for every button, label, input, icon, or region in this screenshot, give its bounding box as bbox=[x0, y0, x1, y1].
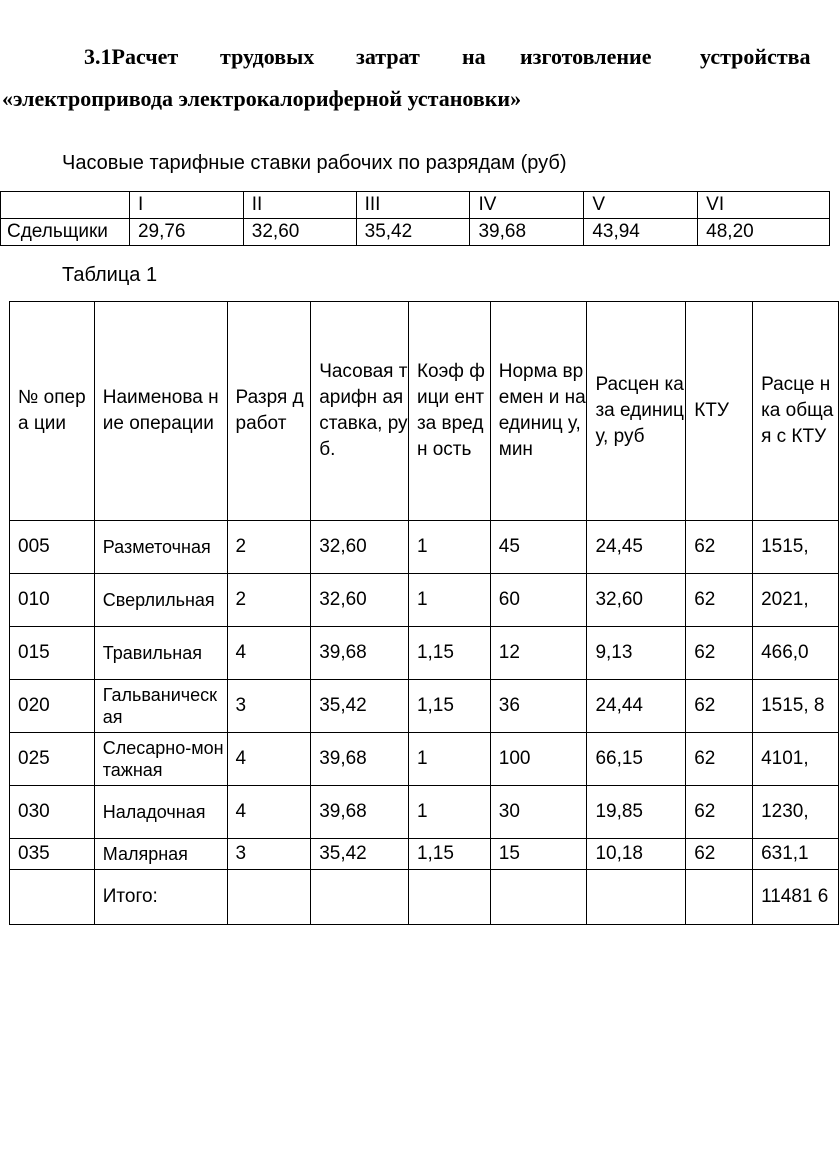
op-price: 19,85 bbox=[587, 786, 686, 839]
total-empty-cell bbox=[311, 870, 409, 925]
op-rate: 35,42 bbox=[311, 839, 409, 870]
section-heading-line2: «электропривода электрокалориферной установки» bbox=[2, 86, 522, 111]
table-row bbox=[10, 574, 839, 627]
op-grade: 2 bbox=[227, 574, 311, 627]
total-empty-cell bbox=[587, 870, 686, 925]
total-empty-cell bbox=[10, 870, 95, 925]
rates-values-row bbox=[1, 219, 830, 246]
total-empty-cell bbox=[686, 870, 753, 925]
rates-title: Часовые тарифные ставки рабочих по разрядам (руб) bbox=[62, 152, 567, 174]
op-coef: 1,15 bbox=[408, 839, 490, 870]
op-coef: 1,15 bbox=[408, 627, 490, 680]
labor-cost-table bbox=[9, 301, 839, 925]
op-ktu: 62 bbox=[686, 627, 753, 680]
op-number: 035 bbox=[10, 839, 95, 870]
rate-value: 48,20 bbox=[698, 219, 830, 246]
op-ktu: 62 bbox=[686, 733, 753, 786]
op-ktu: 62 bbox=[686, 786, 753, 839]
op-total: 2021, bbox=[753, 574, 839, 627]
heading-word: 3.1Расчет bbox=[84, 44, 179, 69]
total-label: Итого: bbox=[94, 870, 227, 925]
op-ktu: 62 bbox=[686, 839, 753, 870]
header-cell-name: Наименова ние операции bbox=[94, 302, 227, 521]
header-cell-ktu: КТУ bbox=[686, 302, 753, 521]
header-cell-num: № опера ции bbox=[10, 302, 95, 521]
op-name: Гальваническая bbox=[94, 680, 227, 733]
op-name: Наладочная bbox=[94, 786, 227, 839]
op-price: 24,45 bbox=[587, 521, 686, 574]
rates-table bbox=[0, 191, 830, 246]
rate-value: 35,42 bbox=[356, 219, 470, 246]
op-grade: 4 bbox=[227, 786, 311, 839]
op-grade: 3 bbox=[227, 839, 311, 870]
op-rate: 32,60 bbox=[311, 574, 409, 627]
op-price: 24,44 bbox=[587, 680, 686, 733]
op-norm: 36 bbox=[490, 680, 587, 733]
heading-word: устройства bbox=[700, 44, 811, 69]
op-number: 020 bbox=[10, 680, 95, 733]
table-row bbox=[10, 680, 839, 733]
op-ktu: 62 bbox=[686, 521, 753, 574]
op-name: Малярная bbox=[94, 839, 227, 870]
grade-header: I bbox=[129, 192, 243, 219]
op-coef: 1,15 bbox=[408, 680, 490, 733]
table-row bbox=[10, 627, 839, 680]
rate-value: 39,68 bbox=[470, 219, 584, 246]
heading-word: изготовление bbox=[520, 44, 652, 69]
rate-value: 29,76 bbox=[129, 219, 243, 246]
op-total: 631,1 bbox=[753, 839, 839, 870]
op-total: 1230, bbox=[753, 786, 839, 839]
op-price: 10,18 bbox=[587, 839, 686, 870]
op-number: 015 bbox=[10, 627, 95, 680]
op-total: 1515, 8 bbox=[753, 680, 839, 733]
op-number: 010 bbox=[10, 574, 95, 627]
header-cell-rate: Часовая тарифн ая ставка, руб. bbox=[311, 302, 409, 521]
table-caption: Таблица 1 bbox=[62, 264, 158, 286]
op-rate: 39,68 bbox=[311, 627, 409, 680]
grade-header: VI bbox=[698, 192, 830, 219]
op-coef: 1 bbox=[408, 521, 490, 574]
grade-header: III bbox=[356, 192, 470, 219]
header-cell-norm: Норма времен и на единиц у, мин bbox=[490, 302, 587, 521]
rates-corner-cell bbox=[1, 192, 130, 219]
rates-row-label: Сдельщики bbox=[1, 219, 130, 246]
total-empty-cell bbox=[227, 870, 311, 925]
op-coef: 1 bbox=[408, 733, 490, 786]
rate-value: 43,94 bbox=[584, 219, 698, 246]
op-total: 4101, bbox=[753, 733, 839, 786]
op-grade: 4 bbox=[227, 627, 311, 680]
op-number: 005 bbox=[10, 521, 95, 574]
table-row bbox=[10, 733, 839, 786]
op-norm: 60 bbox=[490, 574, 587, 627]
op-name: Разметочная bbox=[94, 521, 227, 574]
total-value: 11481 6 bbox=[753, 870, 839, 925]
op-coef: 1 bbox=[408, 786, 490, 839]
op-coef: 1 bbox=[408, 574, 490, 627]
heading-word: трудовых bbox=[220, 44, 315, 69]
op-norm: 100 bbox=[490, 733, 587, 786]
op-ktu: 62 bbox=[686, 680, 753, 733]
rates-header-row bbox=[1, 192, 830, 219]
op-name: Сверлильная bbox=[94, 574, 227, 627]
header-cell-price: Расцен ка за единиц у, руб bbox=[587, 302, 686, 521]
op-rate: 32,60 bbox=[311, 521, 409, 574]
op-rate: 35,42 bbox=[311, 680, 409, 733]
op-total: 1515, bbox=[753, 521, 839, 574]
op-norm: 12 bbox=[490, 627, 587, 680]
header-cell-total: Расце нка общая с КТУ bbox=[753, 302, 839, 521]
op-name: Травильная bbox=[94, 627, 227, 680]
header-cell-grade: Разря д работ bbox=[227, 302, 311, 521]
op-total: 466,0 bbox=[753, 627, 839, 680]
op-norm: 30 bbox=[490, 786, 587, 839]
total-empty-cell bbox=[490, 870, 587, 925]
heading-word: на bbox=[462, 44, 486, 69]
table-row bbox=[10, 839, 839, 870]
grade-header: V bbox=[584, 192, 698, 219]
heading-word: затрат bbox=[356, 44, 420, 69]
op-rate: 39,68 bbox=[311, 733, 409, 786]
op-grade: 4 bbox=[227, 733, 311, 786]
header-cell-coef: Коэф фици ент за вредн ость bbox=[408, 302, 490, 521]
table-total-row bbox=[10, 870, 839, 925]
table-row bbox=[10, 521, 839, 574]
table-header-row bbox=[10, 302, 839, 521]
op-norm: 45 bbox=[490, 521, 587, 574]
op-grade: 3 bbox=[227, 680, 311, 733]
grade-header: II bbox=[243, 192, 356, 219]
op-number: 030 bbox=[10, 786, 95, 839]
op-rate: 39,68 bbox=[311, 786, 409, 839]
op-ktu: 62 bbox=[686, 574, 753, 627]
op-name: Слесарно-монтажная bbox=[94, 733, 227, 786]
op-norm: 15 bbox=[490, 839, 587, 870]
grade-header: IV bbox=[470, 192, 584, 219]
rate-value: 32,60 bbox=[243, 219, 356, 246]
op-price: 9,13 bbox=[587, 627, 686, 680]
total-empty-cell bbox=[408, 870, 490, 925]
op-number: 025 bbox=[10, 733, 95, 786]
op-price: 66,15 bbox=[587, 733, 686, 786]
table-row bbox=[10, 786, 839, 839]
op-price: 32,60 bbox=[587, 574, 686, 627]
op-grade: 2 bbox=[227, 521, 311, 574]
